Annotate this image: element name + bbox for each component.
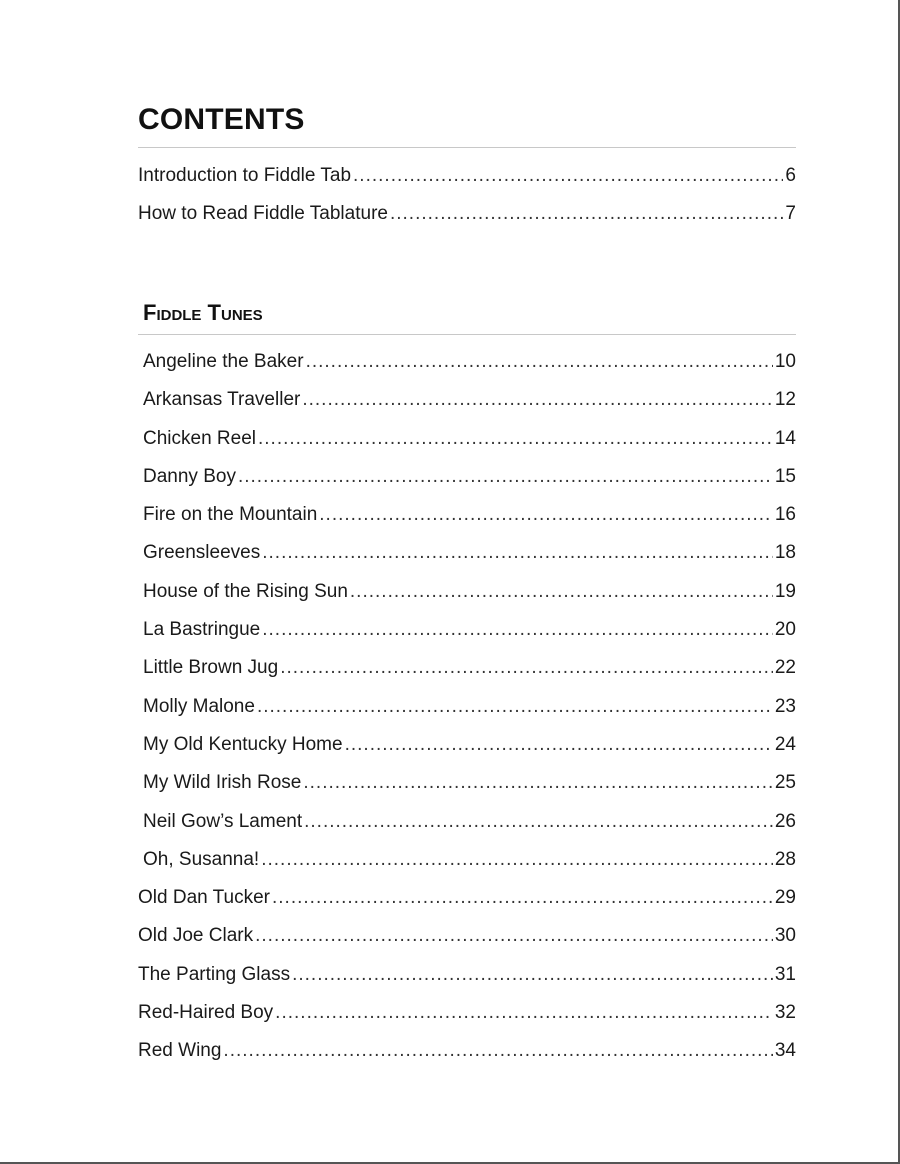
contents-heading-rule xyxy=(138,147,796,148)
toc-entry-title: Molly Malone xyxy=(143,695,255,717)
toc-entry-title: Red-Haired Boy xyxy=(138,1002,274,1024)
toc-entry-title: Greensleeves xyxy=(143,542,261,564)
toc-entry-page: 34 xyxy=(774,1040,796,1062)
toc-dot-leader xyxy=(262,618,773,642)
toc-entry-page: 18 xyxy=(774,542,796,564)
toc-entry-title: My Wild Irish Rose xyxy=(143,772,302,794)
toc-entry-title: Little Brown Jug xyxy=(143,657,279,679)
toc-dot-leader xyxy=(292,963,773,987)
toc-entry-title: Fire on the Mountain xyxy=(143,504,318,526)
toc-dot-leader xyxy=(390,202,783,226)
toc-entry-title: Introduction to Fiddle Tab xyxy=(138,165,352,186)
toc-entry[interactable] xyxy=(138,656,796,694)
toc-dot-leader xyxy=(223,1039,772,1063)
toc-entry[interactable] xyxy=(138,465,796,503)
toc-dot-leader xyxy=(353,164,783,188)
toc-entry-page: 20 xyxy=(774,619,796,641)
toc-entry-title: Red Wing xyxy=(138,1040,222,1062)
toc-entry-page: 23 xyxy=(774,695,796,717)
toc-entry-page: 25 xyxy=(774,772,796,794)
fiddle-tunes-heading: Fiddle Tunes xyxy=(143,300,263,325)
toc-entry[interactable] xyxy=(138,848,796,886)
fiddle-tunes-heading-rule xyxy=(138,334,796,335)
toc-entry[interactable] xyxy=(138,1039,796,1077)
toc-entry[interactable] xyxy=(138,618,796,656)
toc-entry[interactable] xyxy=(138,886,796,924)
toc-entry-title: La Bastringue xyxy=(143,619,261,641)
toc-dot-leader xyxy=(257,695,773,719)
toc-entry-title: Neil Gow’s Lament xyxy=(143,810,303,832)
toc-entry[interactable] xyxy=(138,388,796,426)
toc-entry-page: 31 xyxy=(774,963,796,985)
toc-entry[interactable] xyxy=(138,202,796,240)
toc-entry[interactable] xyxy=(138,810,796,848)
toc-entry[interactable] xyxy=(138,695,796,733)
toc-entry-title: Danny Boy xyxy=(143,465,236,487)
toc-entry-page: 10 xyxy=(774,351,796,372)
toc-entry[interactable] xyxy=(138,350,796,388)
toc-entry-title: Oh, Susanna! xyxy=(143,848,260,870)
toc-dot-leader xyxy=(275,1001,773,1025)
toc-dot-leader xyxy=(303,771,773,795)
toc-entry-page: 15 xyxy=(774,465,796,487)
toc-entry-title: Chicken Reel xyxy=(143,427,256,449)
toc-entry-page: 22 xyxy=(774,657,796,679)
toc-dot-leader xyxy=(302,388,773,412)
toc-dot-leader xyxy=(280,656,773,680)
toc-entry[interactable] xyxy=(138,427,796,465)
toc-entry-page: 14 xyxy=(774,427,796,449)
fiddle-tunes-list xyxy=(138,350,796,1078)
toc-entry-page: 30 xyxy=(774,925,796,947)
toc-entry[interactable] xyxy=(138,733,796,771)
toc-entry[interactable] xyxy=(138,164,796,202)
toc-entry-title: My Old Kentucky Home xyxy=(143,733,343,755)
toc-dot-leader xyxy=(350,580,773,604)
toc-entry-page: 24 xyxy=(774,733,796,755)
toc-entry[interactable] xyxy=(138,963,796,1001)
toc-entry-title: Angeline the Baker xyxy=(143,351,304,372)
toc-entry-page: 16 xyxy=(774,504,796,526)
contents-heading: CONTENTS xyxy=(138,103,305,136)
toc-entry[interactable] xyxy=(138,541,796,579)
toc-entry[interactable] xyxy=(138,771,796,809)
toc-dot-leader xyxy=(345,733,773,757)
toc-entry-page: 6 xyxy=(785,165,796,186)
toc-entry[interactable] xyxy=(138,580,796,618)
toc-entry-title: Old Joe Clark xyxy=(138,925,254,947)
toc-dot-leader xyxy=(306,350,773,374)
toc-entry[interactable] xyxy=(138,924,796,962)
toc-entry[interactable] xyxy=(138,1001,796,1039)
toc-entry-page: 32 xyxy=(774,1002,796,1024)
toc-entry-page: 7 xyxy=(785,203,796,224)
toc-entry-title: Old Dan Tucker xyxy=(138,887,270,909)
toc-dot-leader xyxy=(272,886,773,910)
toc-entry-title: How to Read Fiddle Tablature xyxy=(138,203,388,224)
toc-entry-page: 19 xyxy=(774,580,796,602)
toc-entry-title: The Parting Glass xyxy=(138,963,291,985)
toc-dot-leader xyxy=(258,427,773,451)
toc-dot-leader xyxy=(304,810,773,834)
toc-entry-page: 29 xyxy=(774,887,796,909)
toc-dot-leader xyxy=(261,848,773,872)
toc-entry[interactable] xyxy=(138,503,796,541)
toc-entry-page: 26 xyxy=(774,810,796,832)
toc-dot-leader xyxy=(319,503,773,527)
toc-dot-leader xyxy=(255,924,773,948)
toc-dot-leader xyxy=(238,465,773,489)
toc-dot-leader xyxy=(262,541,773,565)
toc-entry-page: 12 xyxy=(774,389,796,411)
toc-entry-page: 28 xyxy=(774,848,796,870)
toc-entry-title: Arkansas Traveller xyxy=(143,389,301,411)
contents-list xyxy=(138,164,796,240)
toc-entry-title: House of the Rising Sun xyxy=(143,580,348,602)
